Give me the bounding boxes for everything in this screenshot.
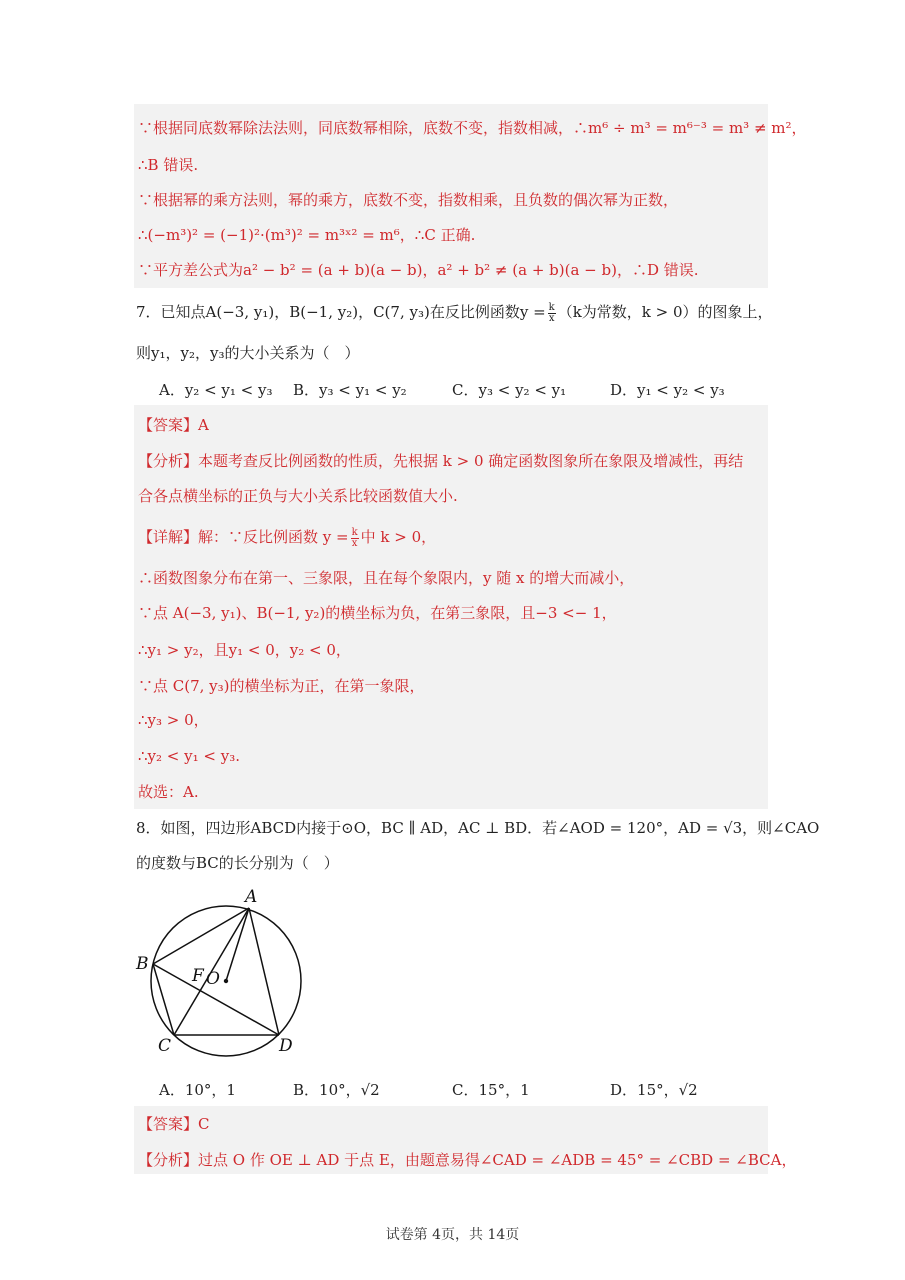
q7-detail-step-7: 故选：A. [138,783,199,801]
q7-stem-line-2: 则y₁，y₂，y₃的大小关系为（ ） [136,344,360,362]
q7-detail-part-a: 【详解】解：∵反比例函数 y = [138,528,349,546]
q7-stem-line-1 [136,302,773,324]
q7-analysis-line-1: 【分析】本题考查反比例函数的性质，先根据 k > 0 确定函数图象所在象限及增减性，再结 [138,452,744,470]
sol6-line-1: ∵根据同底数幂除法法则，同底数幂相除，底数不变，指数相减，∴m⁶ ÷ m³ = m⁶⁻³ = m³ ≠ m²， [138,119,807,137]
label-a: A [245,887,258,907]
q8-geometry-figure [132,885,332,1060]
q7-option-c: C．y₃ < y₂ < y₁ [452,381,567,399]
q8-answer: 【答案】C [138,1115,210,1133]
q8-stem-line-2: 的度数与BC的长分别为（ ） [136,854,339,872]
page-footer: 试卷第 4页，共 14页 [385,1227,520,1243]
q8-stem-line-1: 8．如图，四边形ABCD内接于⊙O，BC ∥ AD，AC ⊥ BD．若∠AOD = 120°，AD = √3，则∠CAO [136,819,820,837]
segment-ad [249,908,279,1035]
q7-frac-num: k [548,301,555,313]
q7-detail-step-3: ∴y₁ > y₂，且y₁ < 0，y₂ < 0， [138,641,351,659]
label-o: O [206,969,220,989]
sol6-line-2: ∴B 错误. [138,156,199,174]
center-point-o [224,979,228,983]
q7-detail-part-b: 中 k > 0， [360,528,437,546]
q7-answer: 【答案】A [138,416,209,434]
q7-stem-part-b: （k为常数，k > 0）的图象上， [557,303,773,321]
q7-detail-step-2: ∵点 A(−3, y₁)、B(−1, y₂)的横坐标为负，在第三象限，且−3 <− 1， [138,604,617,622]
q8-analysis-line-1: 【分析】过点 O 作 OE ⊥ AD 于点 E，由题意易得∠CAD = ∠ADB = 45° = ∠CBD = ∠BCA， [138,1151,797,1169]
label-f: F [192,966,204,986]
q7-detail-line [138,527,436,549]
label-b: B [136,954,149,974]
q7-detail-frac-num: k [351,526,358,538]
q8-option-d: D．15°，√2 [610,1081,698,1099]
q7-fraction [548,303,556,324]
q7-stem-part-a: 7．已知点A(−3, y₁)，B(−1, y₂)，C(7, y₃)在反比例函数y = [136,303,546,321]
q7-analysis-line-2: 合各点横坐标的正负与大小关系比较函数值大小. [138,487,458,505]
q8-option-c: C．15°，1 [452,1081,530,1099]
q7-detail-step-4: ∵点 C(7, y₃)的横坐标为正，在第一象限， [138,677,425,695]
q7-detail-fraction [351,528,359,549]
label-d: D [279,1036,293,1056]
q8-option-b: B．10°，√2 [293,1081,380,1099]
q7-frac-den: x [548,312,555,324]
q7-detail-step-5: ∴y₃ > 0， [138,711,209,729]
q7-detail-frac-den: x [351,537,358,549]
sol6-line-5: ∵平方差公式为a² − b² = (a + b)(a − b)，a² + b² ≠ (a + b)(a − b)，∴D 错误. [138,261,699,279]
sol6-line-3: ∵根据幂的乘方法则，幂的乘方，底数不变，指数相乘，且负数的偶次幂为正数， [138,191,679,209]
q7-option-b: B．y₃ < y₁ < y₂ [293,381,407,399]
q7-option-a: A．y₂ < y₁ < y₃ [159,381,273,399]
q8-option-a: A．10°，1 [159,1081,236,1099]
q7-detail-step-1: ∴函数图象分布在第一、三象限，且在每个象限内，y 随 x 的增大而减小， [138,569,635,587]
label-c: C [158,1036,172,1056]
q7-detail-step-6: ∴y₂ < y₁ < y₃. [138,747,240,765]
q7-option-d: D．y₁ < y₂ < y₃ [610,381,725,399]
sol6-line-4: ∴(−m³)² = (−1)²·(m³)² = m³ˣ² = m⁶，∴C 正确. [138,226,476,244]
